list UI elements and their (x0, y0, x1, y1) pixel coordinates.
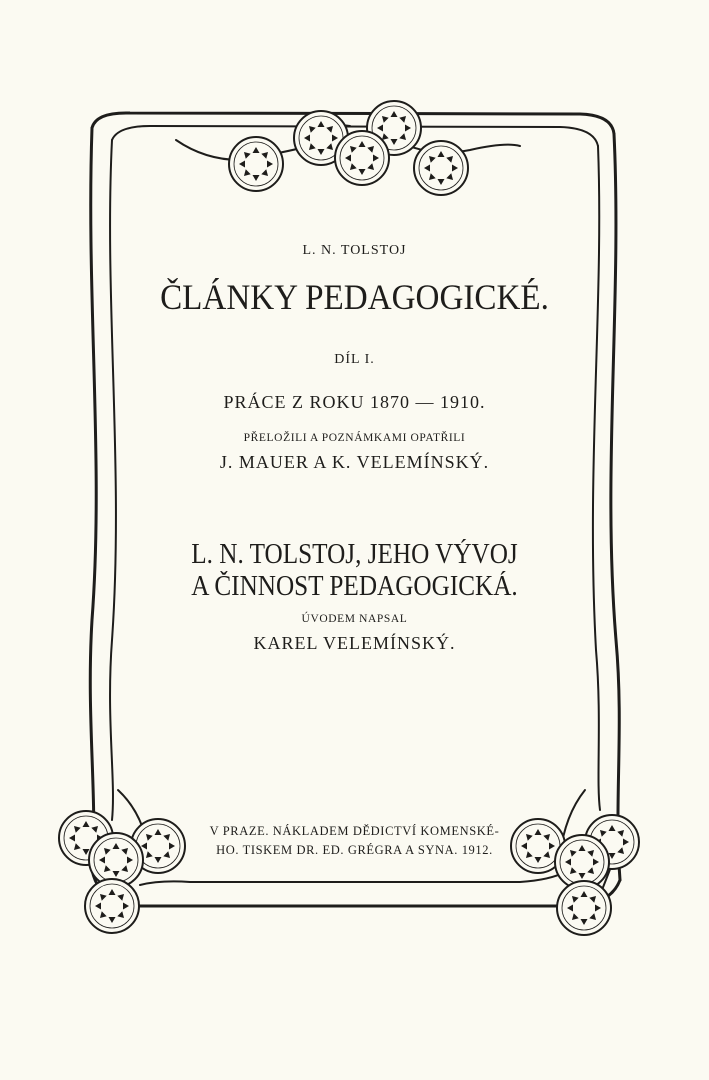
author-line: L. N. TOLSTOJ (302, 243, 407, 258)
translators-note: PŘELOŽILI A POZNÁMKAMI OPATŘILI (243, 432, 466, 444)
translators-line: J. MAUER A K. VELEMÍNSKÝ. (219, 452, 490, 472)
page-title: ČLÁNKY PEDAGOGICKÉ. (160, 277, 549, 317)
subtitle-line-1: L. N. TOLSTOJ, JEHO VÝVOJ (191, 539, 518, 570)
subtitle-line-2: A ČINNOST PEDAGOGICKÁ. (191, 571, 518, 602)
volume-label: DÍL I. (334, 352, 375, 367)
imprint-line-2: HO. TISKEM DR. ED. GRÉGRA A SYNA. 1912. (216, 843, 493, 857)
intro-author: KAREL VELEMÍNSKÝ. (253, 633, 456, 653)
intro-note: ÚVODEM NAPSAL (301, 613, 408, 625)
years-line: PRÁCE Z ROKU 1870 — 1910. (223, 392, 486, 412)
imprint-line-1: V PRAZE. NÁKLADEM DĚDICTVÍ KOMENSKÉ- (209, 824, 500, 838)
